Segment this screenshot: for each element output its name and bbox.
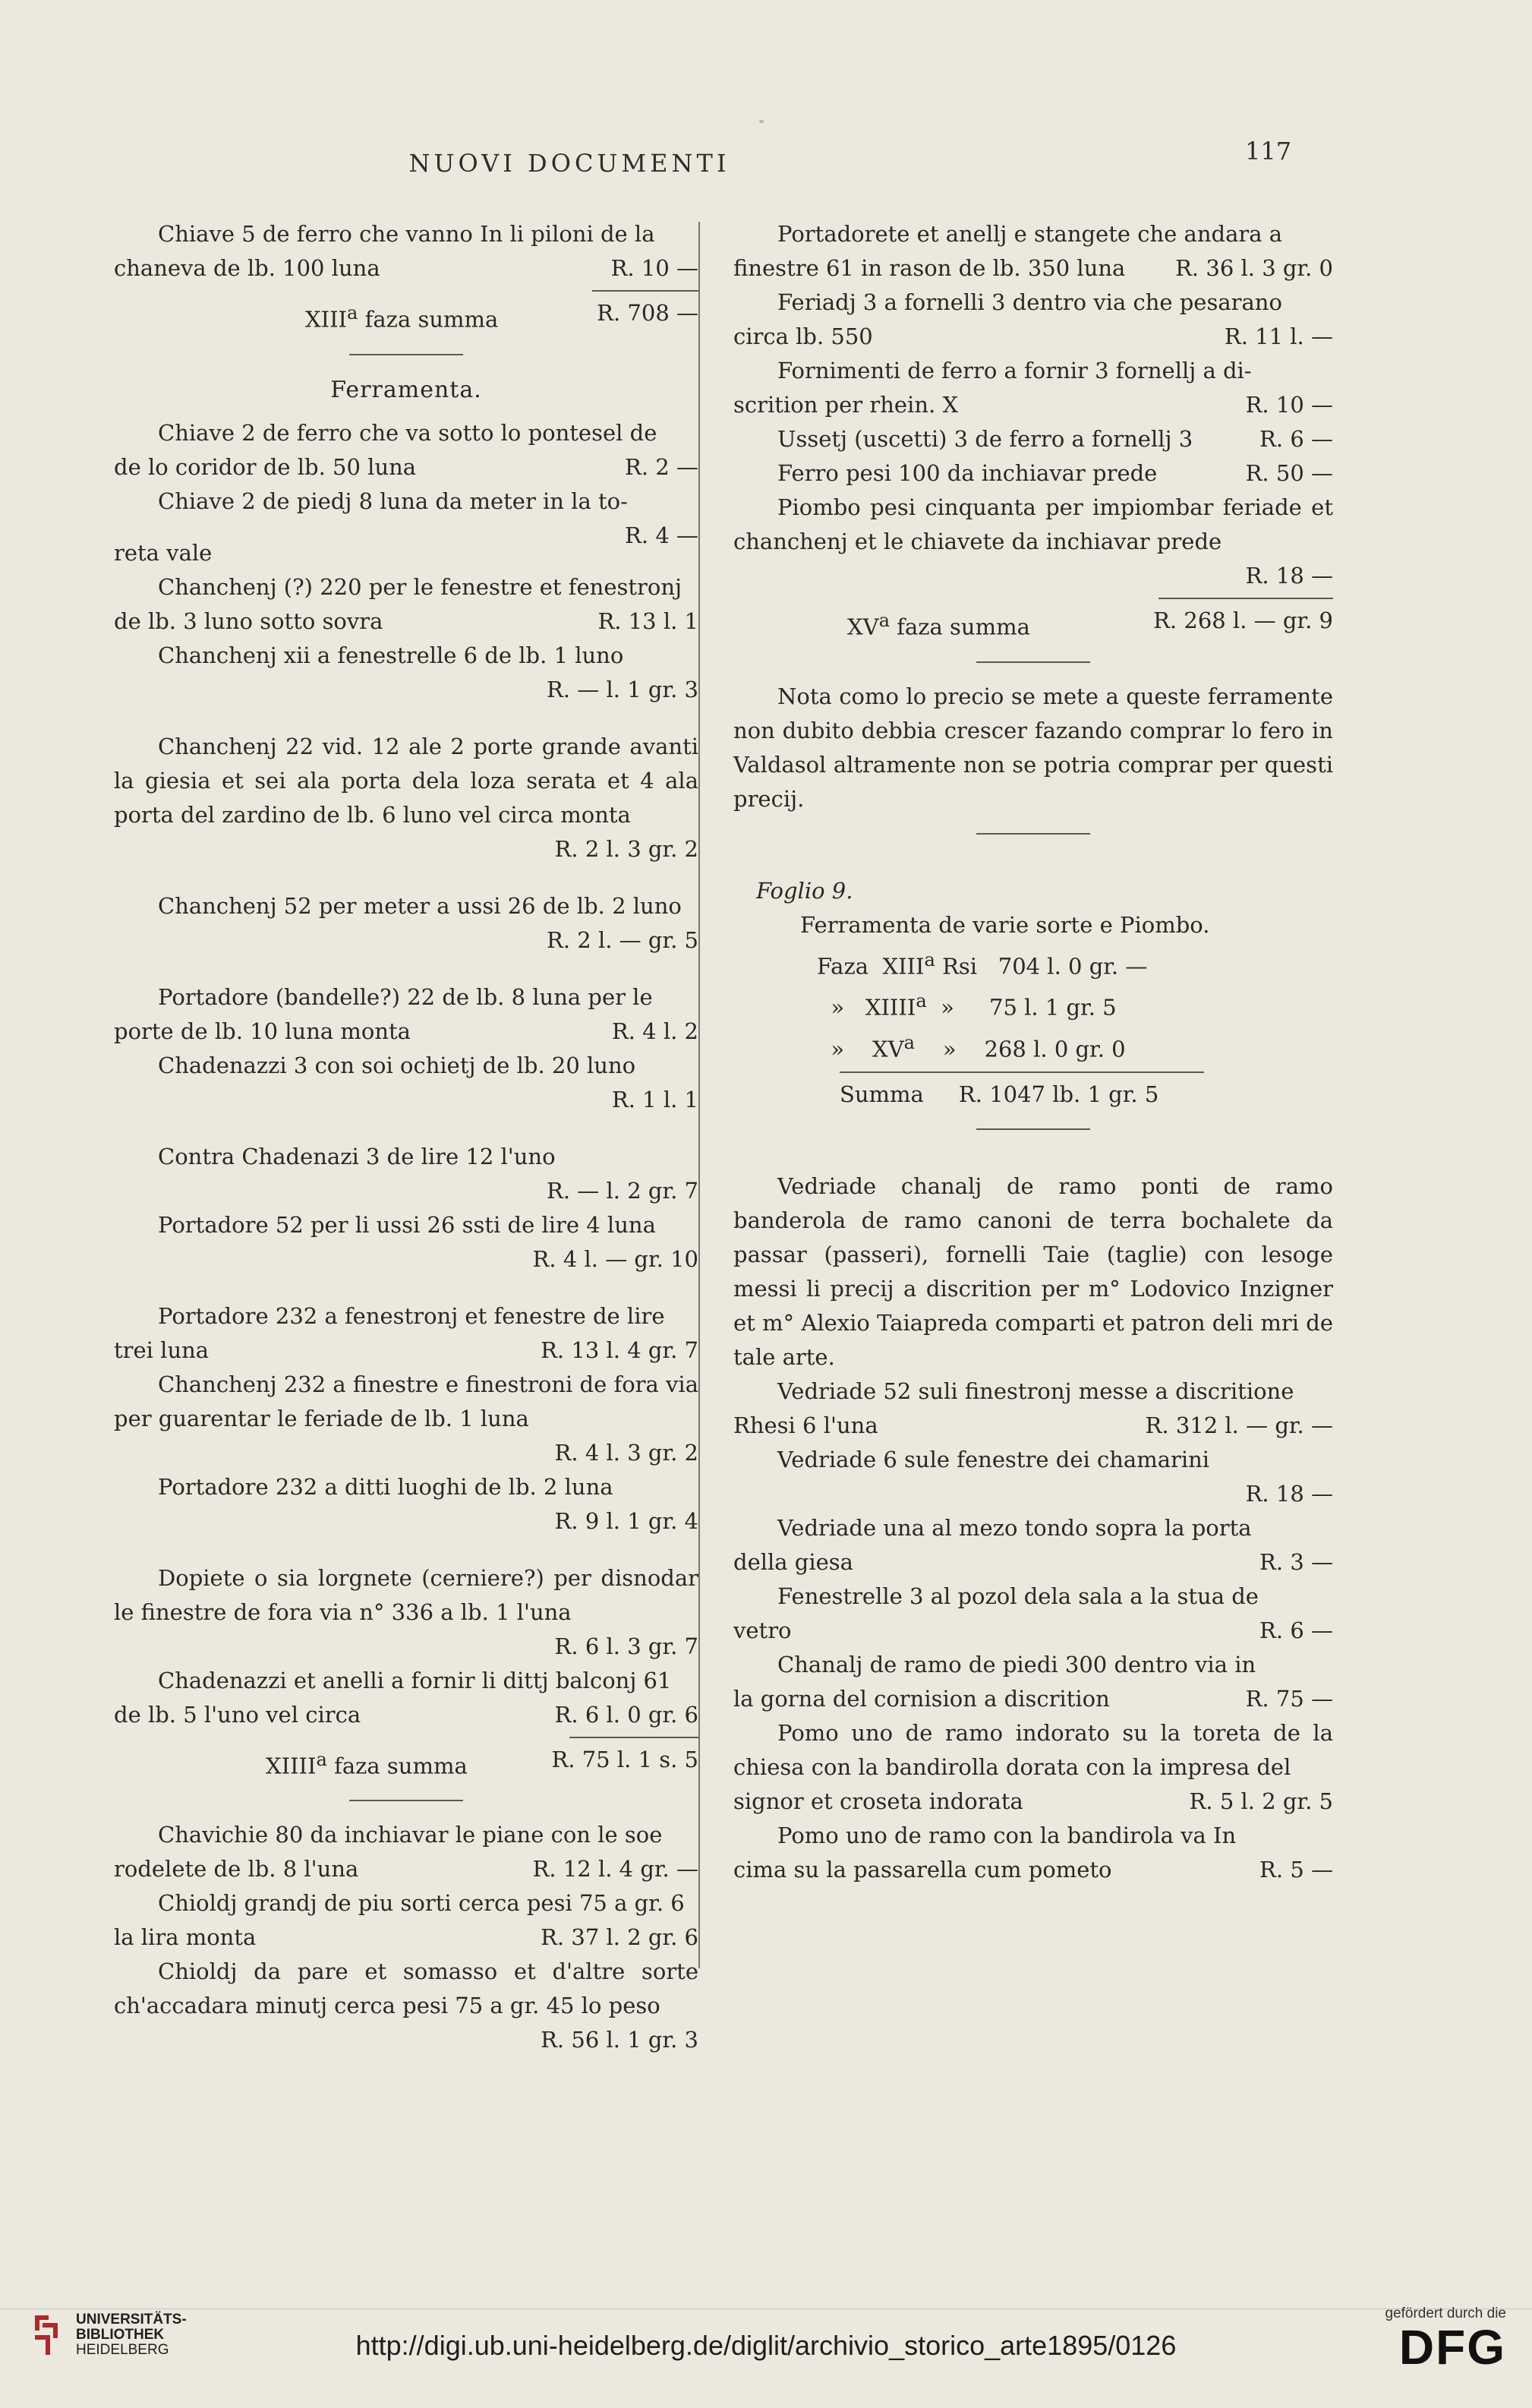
entry-text: Fenestrelle 3 al pozol dela sala a la stua de — [777, 1583, 1259, 1609]
amount: R. — l. 2 gr. 7 — [547, 1177, 698, 1204]
subtotal-line: XIIII$^a$ faza summa R. 75 l. 1 s. 5 — [266, 1746, 698, 1779]
entry-line: de lb. 5 l'uno vel circa R. 6 l. 0 gr. 6 — [114, 1701, 698, 1728]
entry-line: scrition per rhein. X R. 10 — — [733, 392, 1333, 418]
dfg-wordmark: DFG — [1398, 2320, 1506, 2375]
left-column — [114, 217, 698, 2057]
subtotal-line: $XV^a$ faza summa R. 268 l. — gr. 9 — [847, 608, 1333, 640]
right-column — [733, 217, 1333, 1887]
amount: R. 18 — — [1245, 563, 1333, 589]
entry-text: Chadenazzi 3 con soi ochietj de lb. 20 luno — [158, 1052, 636, 1078]
entry-text: Chanchenj 22 vid. 12 ale 2 porte grande avanti la giesia et sei ala porta dela loza serata et 4 ala porta del zardino de lb. 6 luno vel circa monta — [114, 733, 698, 828]
entry-text: Portadore 52 per li ussi 26 ssti de lire 4 luna — [158, 1211, 656, 1238]
amount: R. 1 l. 1 — [611, 1086, 698, 1112]
running-header: NUOVI DOCUMENTI — [408, 149, 730, 178]
dfg-logo[interactable] — [1385, 2305, 1507, 2375]
entry-line: rodelete de lb. 8 l'una R. 12 l. 4 gr. — — [114, 1856, 698, 1883]
folio-heading: Ferramenta de varie sorte e Piombo. — [800, 911, 1210, 938]
page-number: 117 — [1245, 137, 1292, 166]
entry-line: della giesa R. 3 — — [733, 1548, 1333, 1575]
folio-label: Foglio 9. — [756, 877, 853, 904]
entry-text: Chiave 2 de ferro che va sotto lo pontesel de — [158, 419, 657, 446]
entry-text: Pomo uno de ramo con la bandirola va In — [777, 1822, 1237, 1848]
entry-text: Chanchenj 232 a finestre e finestroni de fora via per guarentar le feriade de lb. 1 luna — [114, 1371, 698, 1431]
entry-line: circa lb. 550 R. 11 l. — — [733, 323, 1333, 349]
entry-line: chaneva de lb. 100 luna R. 10 — — [114, 255, 698, 281]
entry-text: Chavichie 80 da inchiavar le piane con le soe — [158, 1822, 663, 1848]
entry-text: Feriadj 3 a fornelli 3 dentro via che pesarano — [777, 289, 1282, 315]
entry-text: Vedriade 52 suli finestronj messe a discritione — [777, 1378, 1294, 1404]
entry-line: de lb. 3 luno sotto sovra R. 13 l. 1 — [114, 608, 698, 634]
summary-row: » XIIII$^a$ » 75 l. 1 gr. 5 — [817, 990, 1117, 1021]
entry-line: finestre 61 in rason de lb. 350 luna R. 36 l. 3 gr. 0 — [733, 255, 1333, 281]
amount: R. 4 l. 3 gr. 2 — [554, 1439, 698, 1466]
entry-text: Portadorete et anellj e stangete che andara a — [777, 221, 1283, 247]
entry-text: Chanchenj xii a fenestrelle 6 de lb. 1 luno — [158, 642, 624, 668]
amount: R. 56 l. 1 gr. 3 — [541, 2027, 698, 2053]
section-rule — [976, 1128, 1090, 1130]
section-rule — [976, 661, 1090, 663]
entry-text: Chiave 5 de ferro che vanno In li piloni de la — [158, 221, 655, 247]
section-rule — [976, 833, 1090, 835]
amount: R. 4 l. — gr. 10 — [532, 1245, 698, 1272]
entry-text: Pomo uno de ramo indorato su la toreta de la chiesa con la bandirolla dorata con la impresa del — [733, 1719, 1333, 1780]
amount: R. — l. 1 gr. 3 — [547, 676, 698, 702]
section-heading: Ferramenta. — [330, 376, 482, 403]
amount: R. 6 l. 3 gr. 7 — [554, 1633, 698, 1659]
entry-line: la lira monta R. 37 l. 2 gr. 6 — [114, 1924, 698, 1951]
entry-line: cima su la passarella cum pometo R. 5 — — [733, 1856, 1333, 1883]
entry-text: Chadenazzi et anelli a fornir li dittj balconj 61 — [158, 1667, 672, 1693]
entry-line: trei luna R. 13 l. 4 gr. 7 — [114, 1337, 698, 1363]
sum-rule — [1158, 598, 1333, 599]
subtotal-line: XIII$^a$ faza summa R. 708 — — [305, 300, 698, 333]
entry-text: Piombo pesi cinquanta per impiombar feriade et chanchenj et le chiavete da inchiavar prede — [733, 494, 1333, 554]
summary-row: Faza XIII$^a$ Rsi 704 l. 0 gr. — — [817, 948, 1148, 980]
sum-rule — [840, 1071, 1204, 1073]
entry-line: signor et croseta indorata R. 5 l. 2 gr. 5 — [733, 1788, 1333, 1814]
entry-text: Portadore (bandelle?) 22 de lb. 8 luna per le — [158, 983, 653, 1010]
amount: R. 2 l. — gr. 5 — [547, 926, 698, 953]
summary-row: » $XV^a$ » 268 l. 0 gr. 0 — [817, 1031, 1126, 1062]
entry-line: reta vale — [114, 539, 213, 566]
section-rule — [349, 1800, 463, 1801]
section-rule — [349, 354, 463, 355]
entry-text: Chioldj da pare et somasso et d'altre sorte ch'accadara minutj cerca pesi 75 a gr. 45 lo peso — [114, 1958, 698, 2019]
pencil-mark — [759, 120, 764, 123]
entry-text: Chanalj de ramo de piedi 300 dentro via in — [777, 1651, 1256, 1677]
note-text: Nota como lo precio se mete a queste ferramente non dubito debbia crescer fazando comprar lo fero in Valdasol altramente non se potria comprar per questi precij. — [733, 683, 1333, 812]
sum-rule — [569, 1737, 698, 1738]
entry-line: Rhesi 6 l'una R. 312 l. — gr. — — [733, 1412, 1333, 1438]
entry-text: Portadore 232 a fenestronj et fenestre de lire — [158, 1302, 665, 1329]
sum-rule — [592, 290, 698, 292]
column-divider — [698, 222, 700, 1968]
entry-text: Chanchenj (?) 220 per le fenestre et fenestronj — [158, 573, 682, 600]
amount: R. 9 l. 1 gr. 4 — [554, 1507, 698, 1534]
amount: R. 4 — — [625, 522, 698, 548]
library-name: UNIVERSITÄTS- BIBLIOTHEK HEIDELBERG — [76, 2312, 187, 2358]
entry-line: de lo coridor de lb. 50 luna R. 2 — — [114, 453, 698, 480]
entry-text: Fornimenti de ferro a fornir 3 fornellj a di- — [777, 358, 1252, 383]
entry-text: Chiave 2 de piedj 8 luna da meter in la to- — [158, 488, 628, 514]
entry-text: Vedriade una al mezo tondo sopra la porta — [777, 1514, 1252, 1541]
amount: R. 2 l. 3 gr. 2 — [554, 835, 698, 862]
entry-text: Chanchenj 52 per meter a ussi 26 de lb. 2 luno — [158, 892, 682, 919]
entry-text: Dopiete o sia lorgnete (cerniere?) per disnodar le finestre de fora via n° 336 a lb. 1 l'una — [114, 1564, 698, 1625]
entry-line: la gorna del cornision a discrition R. 75 — — [733, 1685, 1333, 1712]
funded-by-text: gefördert durch die — [1385, 2305, 1506, 2321]
entry-text: Vedriade chanalj de ramo ponti de ramo banderola de ramo canoni de terra bochalete da passar (passeri), fornelli Taie (taglie) con lesoge messi li precij a discrition per m° Lodovico Inzigner et m° Alexio Taiapreda comparti et patron deli mri de tale arte. — [733, 1172, 1333, 1370]
entry-line: porte de lb. 10 luna monta R. 4 l. 2 — [114, 1018, 698, 1044]
entry-line: vetro R. 6 — — [733, 1617, 1333, 1643]
summary-table — [817, 942, 1333, 1067]
entry-text: Contra Chadenazi 3 de lire 12 l'uno — [158, 1143, 556, 1169]
summa-line: Summa R. 1047 lb. 1 gr. 5 — [840, 1081, 1159, 1107]
amount: R. 18 — — [1245, 1480, 1333, 1507]
entry-text: Chioldj grandj de piu sorti cerca pesi 75 a gr. 6 — [158, 1890, 685, 1917]
entry-line: Ferro pesi 100 da inchiavar prede R. 50 — — [777, 460, 1333, 486]
entry-text: Vedriade 6 sule fenestre dei chamarini — [777, 1446, 1210, 1472]
entry-text: Portadore 232 a ditti luoghi de lb. 2 luna — [158, 1473, 613, 1500]
source-url[interactable]: http://digi.ub.uni-heidelberg.de/diglit/archivio_storico_arte1895/0126 — [355, 2330, 1177, 2361]
entry-line: Ussetj (uscetti) 3 de ferro a fornellj 3 R. 6 — — [777, 426, 1333, 452]
